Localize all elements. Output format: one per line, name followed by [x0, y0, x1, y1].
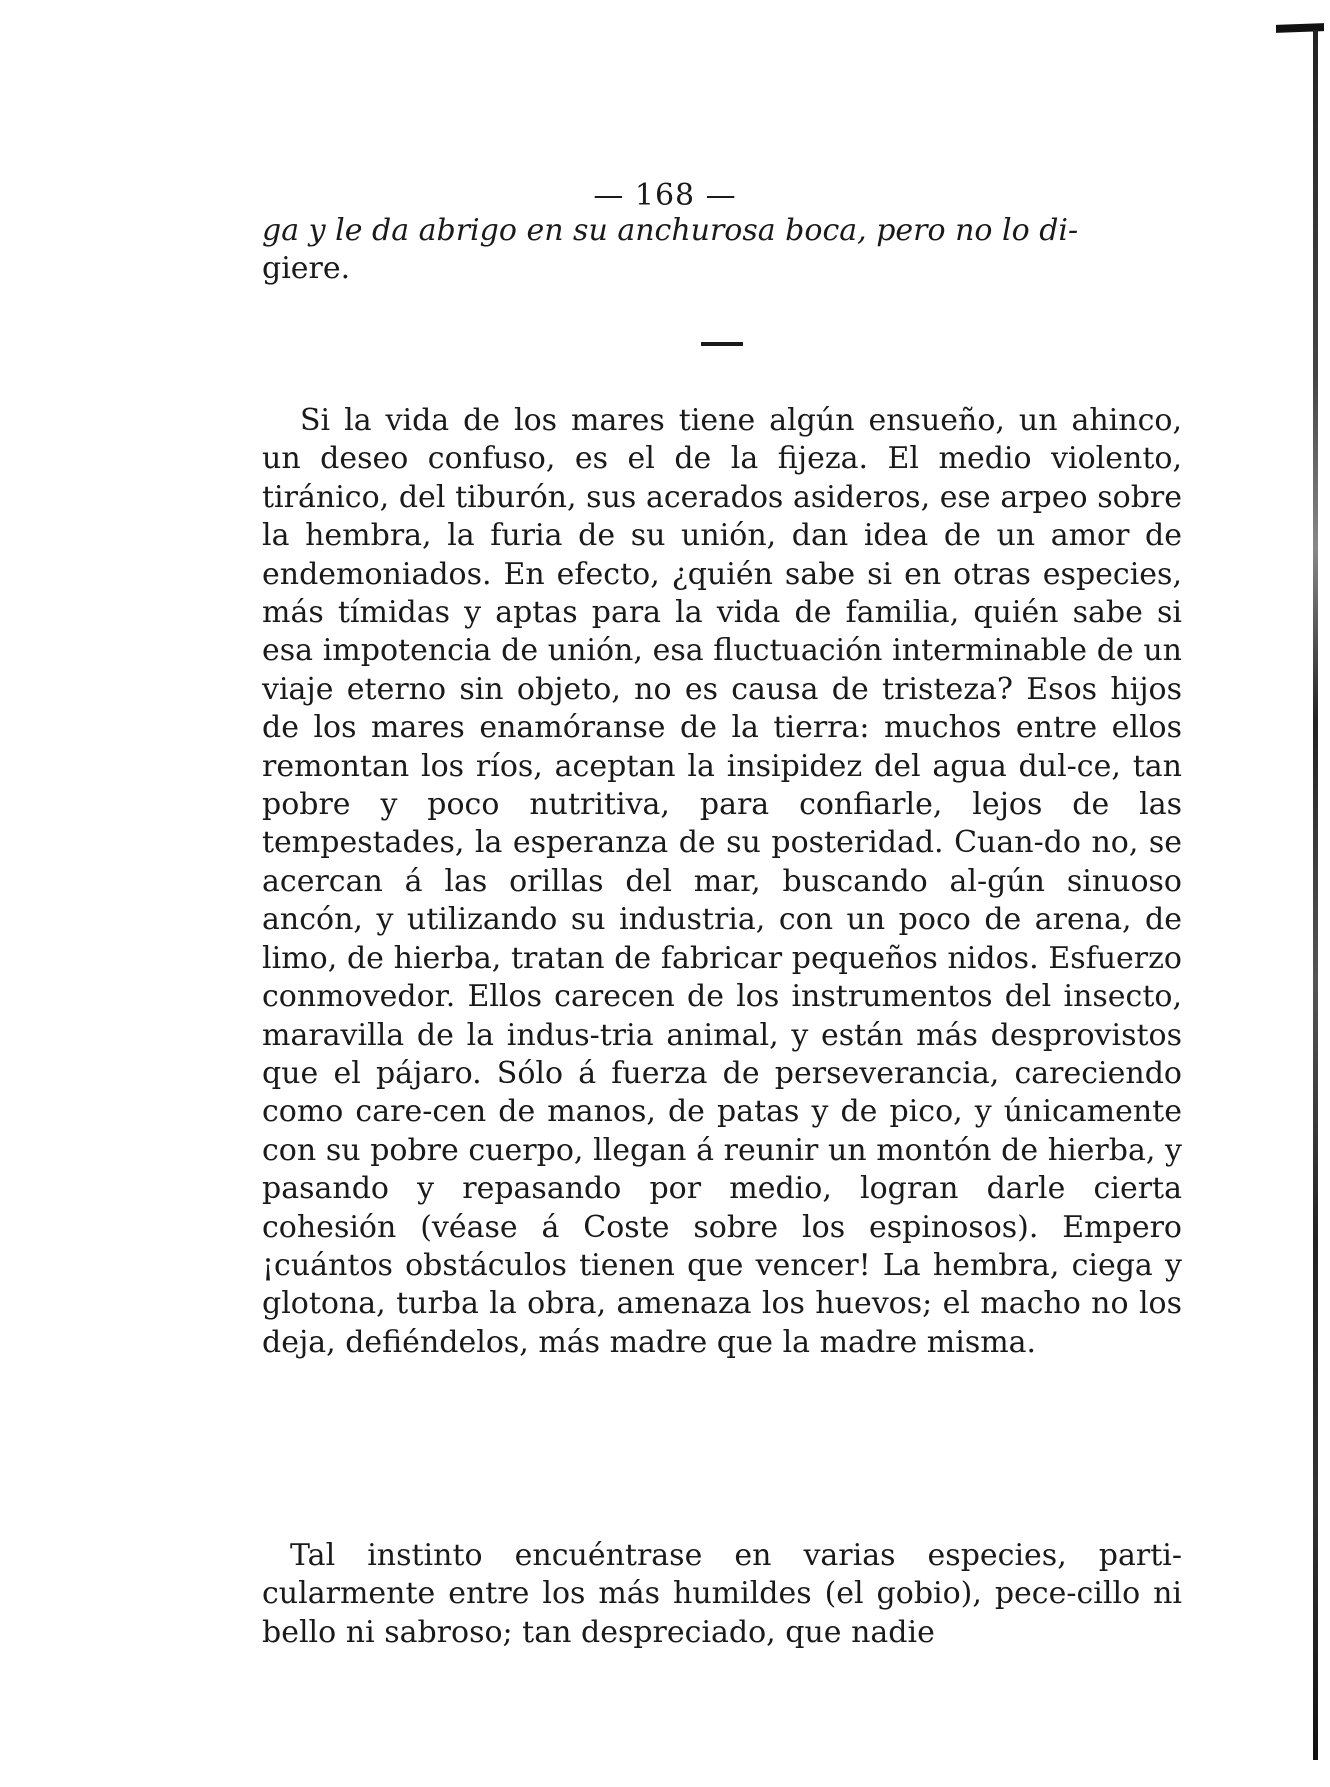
- carryover-text: [262, 212, 1182, 289]
- paragraph-2: Tal instinto encuéntrase en varias especies, parti-cularmente entre los más humildes (el gobio), pece-cillo ni bello ni sabroso; tan despreciado, que nadie: [262, 1538, 1182, 1650]
- carryover-italic-line: ga y le da abrigo en su anchurosa boca, pero no lo di-: [262, 213, 1079, 248]
- paragraph-1: Si la vida de los mares tiene algún ensueño, un ahinco, un deseo confuso, es el de la fijeza. El medio violento, tiránico, del tiburón, sus acerados asideros, ese arpeo sobre la hembra, la furia de su unión, dan idea de un amor de endemoniados. En efecto, ¿quién sabe si en otras especies, más tímidas y aptas para la vida de familia, quién sabe si esa impotencia de unión, esa fluctuación interminable de un viaje eterno sin objeto, no es causa de tristeza? Esos hijos de los mares enamóranse de la tierra: muchos entre ellos remontan los ríos, aceptan la insipidez del agua dul-ce, tan pobre y poco nutritiva, para confiarle, lejos de las tempestades, la esperanza de su posteridad. Cuan-do no, se acercan á las orillas del mar, buscando al-gún sinuoso ancón, y utilizando su industria, con un poco de arena, de limo, de hierba, tratan de fabricar pequeños nidos. Esfuerzo conmovedor. Ellos carecen de los instrumentos del insecto, maravilla de la indus-tria animal, y están más desprovistos que el pájaro. Sólo á fuerza de perseverancia, careciendo como care-cen de manos, de patas y de pico, y únicamente con su pobre cuerpo, llegan á reunir un montón de hierba, y pasando y repasando por medio, logran darle cierta cohesión (véase á Coste sobre los espinosos). Empero ¡cuántos obstáculos tienen que vencer! La hembra, ciega y glotona, turba la obra, amenaza los huevos; el macho no los deja, defiéndelos, más madre que la madre misma.: [262, 403, 1182, 1360]
- section-separator: [701, 342, 743, 346]
- page-number: — 168 —: [593, 178, 737, 213]
- scan-edge-artifact: [1270, 0, 1330, 1787]
- scan-edge-border: [1313, 30, 1318, 1760]
- carryover-end: giere.: [262, 251, 351, 287]
